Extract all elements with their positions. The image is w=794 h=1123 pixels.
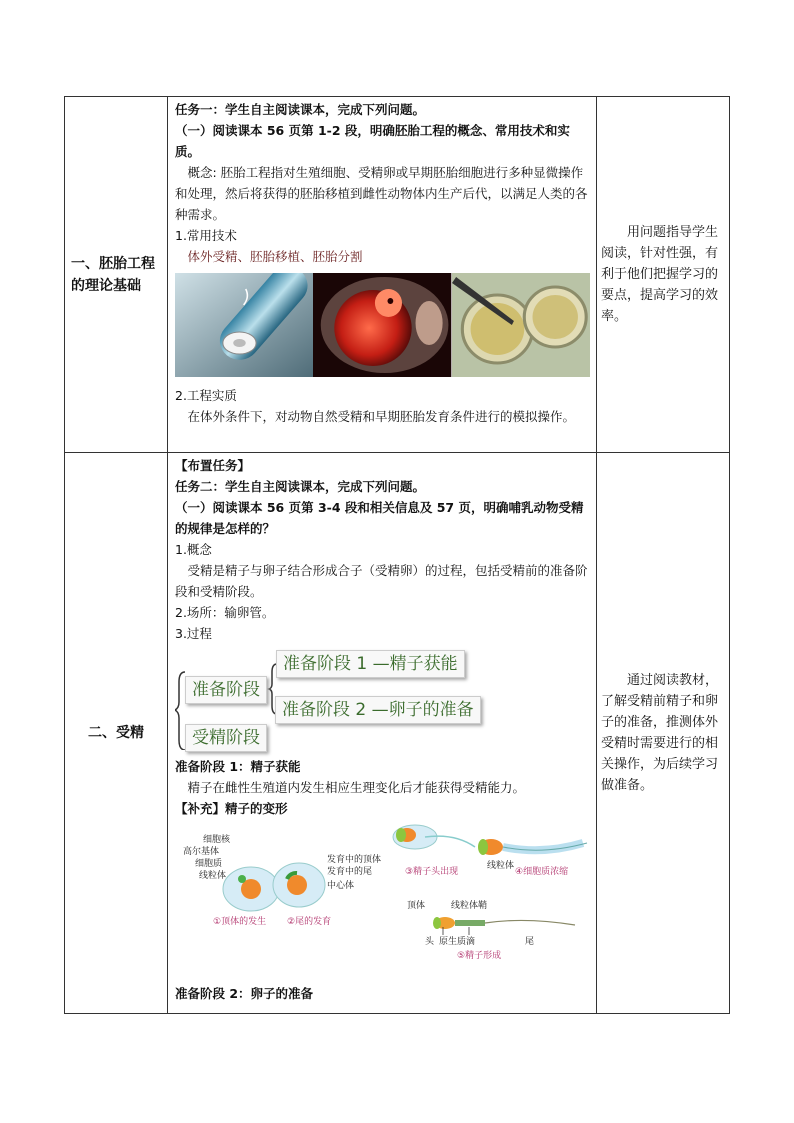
label-droplet: 原生质滴 [439,937,476,947]
caption-3: ③精子头出现 [405,867,459,877]
question-two: （一）阅读课本 56 页第 3-4 段和相关信息及 57 页，明确哺乳动物受精的规律是怎样的？ [175,500,584,536]
essence-title: 2.工程实质 [175,388,237,403]
label-mito-2: 线粒体 [487,861,515,871]
microinjection-photo [452,273,590,377]
supplement-title: 【补充】精子的变形 [175,801,288,816]
sperm-drawings [175,823,591,981]
question-one: （一）阅读课本 56 页第 1-2 段，明确胚胎工程的概念、常用技术和实质。 [175,123,570,159]
label-acrosome-dev: 发育中的顶体 [327,855,382,865]
section-title-1: 一、胚胎工程的理论基础 [65,97,168,453]
caption-4: ④细胞质浓缩 [515,867,569,877]
label-cytoplasm: 细胞质 [195,859,223,869]
flow-prep-1: 准备阶段 1 —精子获能 [276,650,465,678]
label-mito: 线粒体 [199,871,227,881]
lesson-plan-table [64,96,730,1014]
essence-text: 在体外条件下，对动物自然受精和早期胚胎发育条件进行的模拟操作。 [187,409,576,424]
content-cell-2 [168,453,597,1014]
label-tail: 尾 [525,937,535,947]
caption-2: ②尾的发育 [287,917,332,927]
process-title: 3.过程 [175,626,212,641]
side-note-1: 用问题指导学生阅读，针对性强，有利于他们把握学习的要点，提高学习的效率。 [597,97,730,453]
content-cell-1 [168,97,597,453]
photo-strip [175,273,590,377]
caption-5: ⑤精子形成 [457,951,502,961]
label-golgi: 高尔基体 [183,847,220,857]
stage1-text: 精子在雌性生殖道内发生相应生理变化后才能获得受精能力。 [187,780,526,795]
stage2-title: 准备阶段 2：卵子的准备 [175,986,314,1001]
stage1-title: 准备阶段 1：精子获能 [175,759,301,774]
row-embryo-engineering [65,97,730,453]
assign-task: 【布置任务】 [175,458,251,473]
flow-fert: 受精阶段 [185,724,267,752]
label-acrosome: 顶体 [407,901,426,911]
label-head: 头 [425,937,435,947]
concept-title: 1.概念 [175,542,212,557]
concept-text: 概念: 胚胎工程指对生殖细胞、受精卵或早期胚胎细胞进行多种显微操作和处理，然后将获得的胚胎移植到雌性动物体内生产后代，以满足人类的各种需求。 [175,165,588,222]
sperm-transformation-diagram [175,823,590,981]
label-sheath: 线粒体鞘 [451,901,488,911]
row-fertilization [65,453,730,1014]
flow-prep-2: 准备阶段 2 —卵子的准备 [275,696,481,724]
embryo-photo [313,273,451,377]
task-one-title: 任务一：学生自主阅读课本，完成下列问题。 [175,102,426,117]
side-note-2: 通过阅读教材，了解受精前精子和卵子的准备，推测体外受精时需要进行的相关操作，为后续学习做准备。 [597,453,730,1014]
test-tube-photo [175,273,313,377]
task-two-title: 任务二：学生自主阅读课本，完成下列问题。 [175,479,426,494]
flow-prep: 准备阶段 [185,676,267,704]
tech-title: 1.常用技术 [175,228,237,243]
place-text: 2.场所：输卵管。 [175,605,275,620]
fertilization-concept: 受精是精子与卵子结合形成合子（受精卵）的过程，包括受精前的准备阶段和受精阶段。 [175,563,588,599]
tech-items: 体外受精、胚胎移植、胚胎分割 [187,249,363,264]
label-tail-dev: 发育中的尾 [327,867,373,877]
label-nucleus: 细胞核 [203,835,231,845]
label-centriole: 中心体 [327,881,355,891]
section-title-2: 二、受精 [65,453,168,1014]
caption-1: ①顶体的发生 [213,917,267,927]
fertilization-flow-diagram [175,648,590,750]
